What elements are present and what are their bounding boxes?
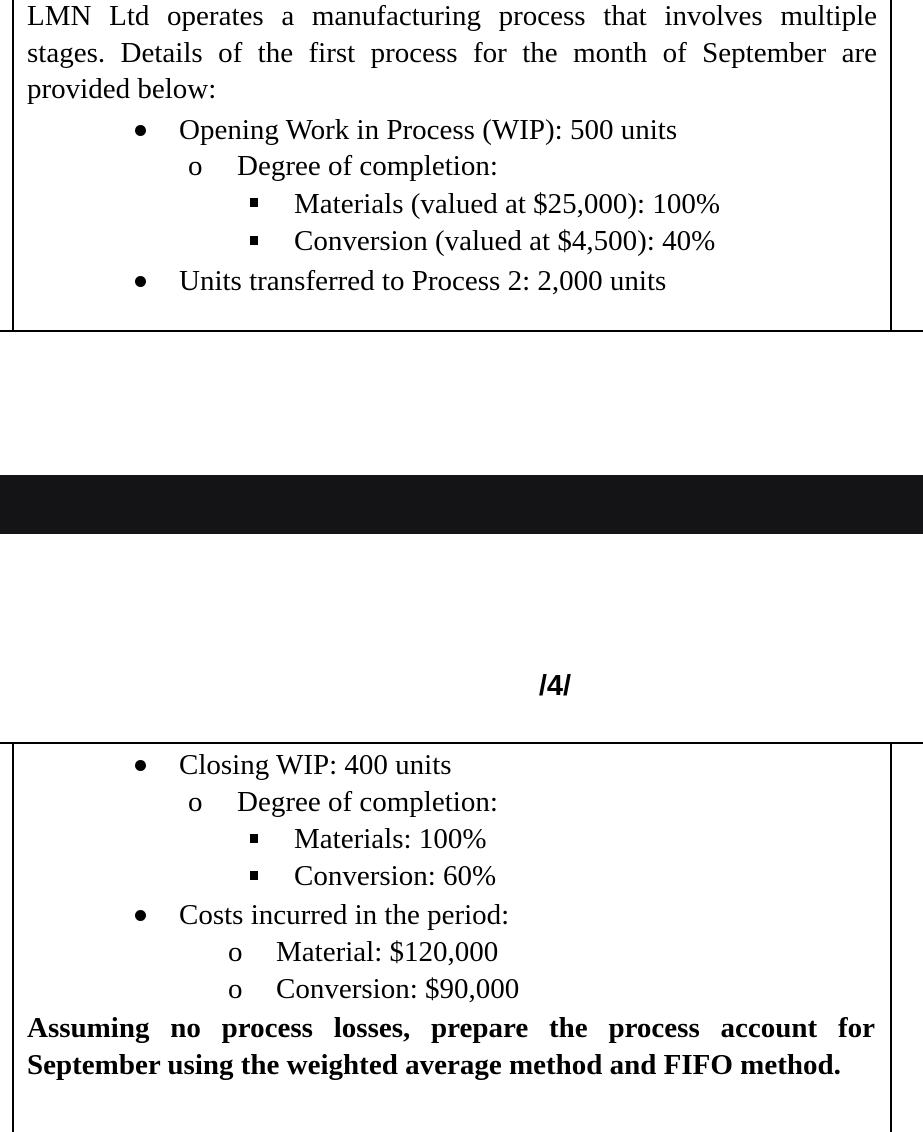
opening-wip-item: Opening Work in Process (WIP): 500 units [179, 114, 678, 146]
circle-bullet-icon: o [188, 150, 203, 182]
page-number: /4/ [538, 670, 572, 702]
square-bullet-icon [250, 198, 258, 207]
costs-label: Costs incurred in the period: [179, 899, 510, 931]
page-break-band [0, 475, 923, 534]
bullet-icon [135, 125, 146, 136]
square-bullet-icon [250, 871, 258, 880]
bullet-icon [135, 760, 146, 771]
divider [890, 330, 923, 332]
materials-item: Materials (valued at $25,000): 100% [294, 188, 721, 220]
circle-bullet-icon: o [228, 973, 243, 1005]
closing-wip-item: Closing WIP: 400 units [179, 749, 452, 781]
square-bullet-icon [250, 236, 258, 245]
degree-label: Degree of completion: [237, 150, 498, 182]
bullet-icon [135, 276, 146, 287]
material-cost-item: Material: $120,000 [276, 936, 499, 968]
circle-bullet-icon: o [188, 786, 203, 818]
circle-bullet-icon: o [228, 936, 243, 968]
bullet-icon [135, 910, 146, 921]
divider [890, 742, 923, 744]
intro-paragraph: LMN Ltd operates a manufacturing process that involves multiple stages. Details of the first process for the month of September are provided below: [27, 0, 877, 105]
degree-label: Degree of completion: [237, 786, 498, 818]
conversion-item: Conversion: 60% [294, 860, 497, 892]
square-bullet-icon [250, 834, 258, 843]
conversion-cost-item: Conversion: $90,000 [276, 973, 520, 1005]
divider [0, 742, 14, 744]
question-text: Assuming no process losses, prepare the process account for September using the weighted average method and FIFO method. [27, 1012, 875, 1081]
divider [0, 330, 14, 332]
conversion-item: Conversion (valued at $4,500): 40% [294, 225, 716, 257]
transferred-item: Units transferred to Process 2: 2,000 units [179, 265, 667, 297]
materials-item: Materials: 100% [294, 823, 487, 855]
